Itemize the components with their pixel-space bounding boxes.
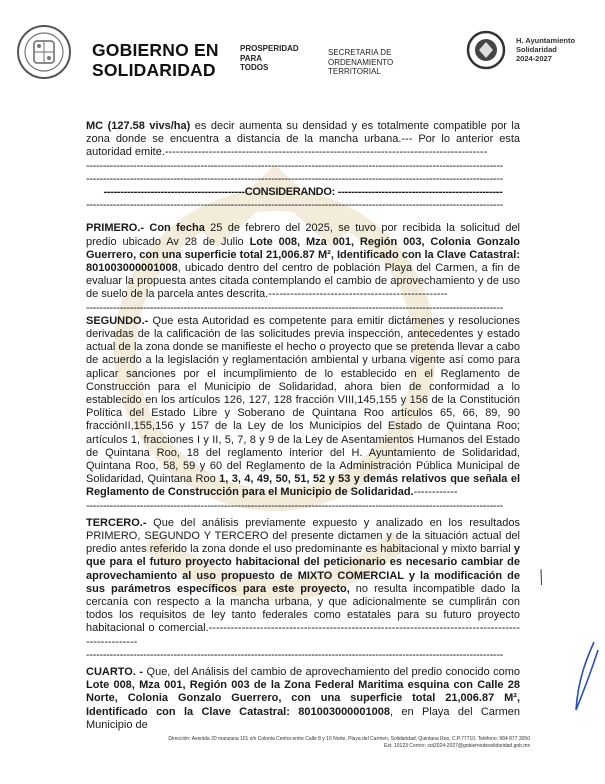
dash-separator: ---------------------------------------------------------------------------------------------------------------------------- (86, 199, 504, 212)
signature-stroke-icon (570, 640, 600, 715)
dash-separator: ---------------------------------------------------------------------------------------------------------------------------- (86, 159, 504, 172)
department-line3: TERRITORIAL (328, 67, 381, 76)
considerando-heading: ------------------------------------------CONSIDERANDO: ------------------------------------------------- (103, 185, 503, 198)
primero-paragraph (86, 222, 520, 301)
department-line1: SECRETARIA DE (328, 48, 392, 57)
tercero-label: TERCERO.- (86, 516, 147, 529)
segundo-paragraph (86, 315, 520, 500)
motto-line1: PROSPERIDAD (240, 44, 299, 53)
tercero-bold: y que para el futuro proyecto habitacional del peticionario es necesario cambiar de aprovechamiento al uso propuesto de MIXTO COMERCIAL y la modificación de sus parámetros específicos para este proyecto, (86, 543, 520, 595)
segundo-dashes: ------------ (413, 486, 458, 499)
ayuntamiento-line3: 2024-2027 (516, 54, 552, 64)
footer-line2: Ext. 10123 Correo: sot2024-2027@gobiernodesolidaridad.gob.mx (383, 743, 530, 749)
tercero-text-end: no resulta incompatible dado la cercanía con respecto a la mancha urbana, y que adicionalmente se cumplirán con todos los requisitos de ley tanto federales como estatales para su futuro proyecto habitacional o comercial.--------------------------------------------------------------------------------------------------- (86, 582, 520, 648)
motto-line2: PARA (240, 53, 263, 63)
cuarto-text: Que, del Análisis del cambio de aprovechamiento del predio conocido como (143, 666, 520, 679)
document-body (86, 120, 520, 732)
primero-text-end: , ubicado dentro del centro de población Playa del Carmen, a fin de evaluar la propuesta antes citada contemplando el cambio de aprovechamiento y de uso de suelo de la parcela antes descrita.------------------------------------------------- (86, 261, 520, 301)
cuarto-paragraph (86, 666, 520, 732)
segundo-text: Que esta Autoridad es competente para emitir dictámenes y resoluciones derivadas de la calificación de las solicitudes previa inspección, antecedentes y estado actual de la zona donde se manifieste el hecho o proyecto que se pretenda llevar a cabo de acuerdo a la legislación y reglamentación ambiental y urbana vigente así como para aplicar sanciones por el incumplimiento de lo establecido en el Reglamento de Construcción para el Municipio de Solidaridad, ahora bien de conformidad a lo establecido en los artículos 126, 127, 128 fracción VIII,145,155 y 156 de la Constitución Política del Estado Libre y Soberano de Quintana Roo artículos 65, 66, 89, 90 fracciónII,155,156 y 157 de la Ley de los Municipios del Estado de Quintana Roo; artículos 1, fracciones I y II, 5, 7, 8 y 9 de la Ley de Asentamientos Humanos del Estado de Quintana Roo, 18 del reglamento interior del H. Ayuntamiento de Solidaridad, Quintana Roo, 58, 59 y 60 del Reglamento de la Administración Pública Municipal de Solidaridad, Quintana Roo (86, 314, 520, 486)
cuarto-label: CUARTO. - (86, 666, 144, 679)
footer-address (60, 736, 530, 750)
ayuntamiento-line2: Solidaridad (516, 45, 557, 55)
municipal-crest-icon (16, 24, 72, 80)
ayuntamiento-line1: H. Ayuntamiento (516, 36, 576, 45)
segundo-articles: 1, 3, 4, 49, 50, 51, 52 y 53 y demás relativos que señala el Reglamento de Construcción para el Municipio de Solidaridad. (86, 473, 520, 499)
primero-text: 25 de febrero del 2025, se tuvo por recibida la solicitud del predio ubicado Av 28 de Julio (86, 222, 521, 248)
department-name (328, 48, 393, 77)
primero-label: PRIMERO.- Con fecha (86, 222, 205, 235)
ayuntamiento-label (516, 36, 575, 64)
tercero-text: Que del análisis previamente expuesto y analizado en los resultados PRIMERO, SEGUNDO Y TERCERO del presente dictamen y de la situación actual del predio antes referido la zona donde el uso predominante es habitacional y mixto barrial (86, 516, 520, 556)
intro-paragraph (86, 120, 520, 160)
intro-bold: MC (127.58 vivs/ha) (86, 120, 191, 132)
cuarto-property: Lote 008, Mza 001, Región 003 de la Zona Federal Maritima esquina con Calle 28 Norte, Colonia Gonzalo Guerrero, con una superficie total 21,006.87 M², Identificado con la Clave Catastral: 801003000001008 (86, 679, 520, 718)
dash-separator: ---------------------------------------------------------------------------------------------------------------------------- (86, 172, 504, 185)
motto-line3: TODOS (240, 63, 269, 72)
footer-line1: Dirección: Avenida 20 manzana 101 s/n Colonia Centro entre Calle 8 y 10 Norte, Playa del Carmen, Solidaridad, Quintana Roo, C.P.77710. Teléfono: 984 877 3050 (168, 736, 530, 742)
motto (240, 44, 299, 73)
tercero-paragraph (86, 517, 520, 649)
letterhead (0, 0, 605, 90)
primero-property: Lote 008, Mza 001, Región 003, Colonia Gonzalo Guerrero, con una superficie total 21,006.87 M², Identificado con la Clave Catastral: 801003000001008 (86, 235, 520, 274)
dash-separator: ---------------------------------------------------------------------------------------------------------------------------- (86, 301, 504, 314)
government-title (92, 40, 219, 80)
dash-separator: ---------------------------------------------------------------------------------------------------------------------------- (86, 648, 504, 661)
department-line2: ORDENAMIENTO (328, 57, 394, 67)
margin-mark-icon (538, 568, 544, 586)
segundo-label: SEGUNDO.- (86, 314, 149, 327)
intro-text: es decir aumenta su densidad y es totalmente compatible por la zona donde se encuentra a distancia de la mancha urbana.--- Por lo anterior esta autoridad emite.---------------------------------------------------------------------------------------- (86, 120, 520, 159)
government-title-line1: GOBIERNO EN (92, 40, 219, 60)
ayuntamiento-seal-icon (466, 30, 506, 70)
cuarto-text-end: , en Playa del Carmen Municipio de (86, 705, 520, 731)
government-title-line2: SOLIDARIDAD (92, 60, 216, 80)
dash-separator: ---------------------------------------------------------------------------------------------------------------------------- (86, 499, 504, 512)
